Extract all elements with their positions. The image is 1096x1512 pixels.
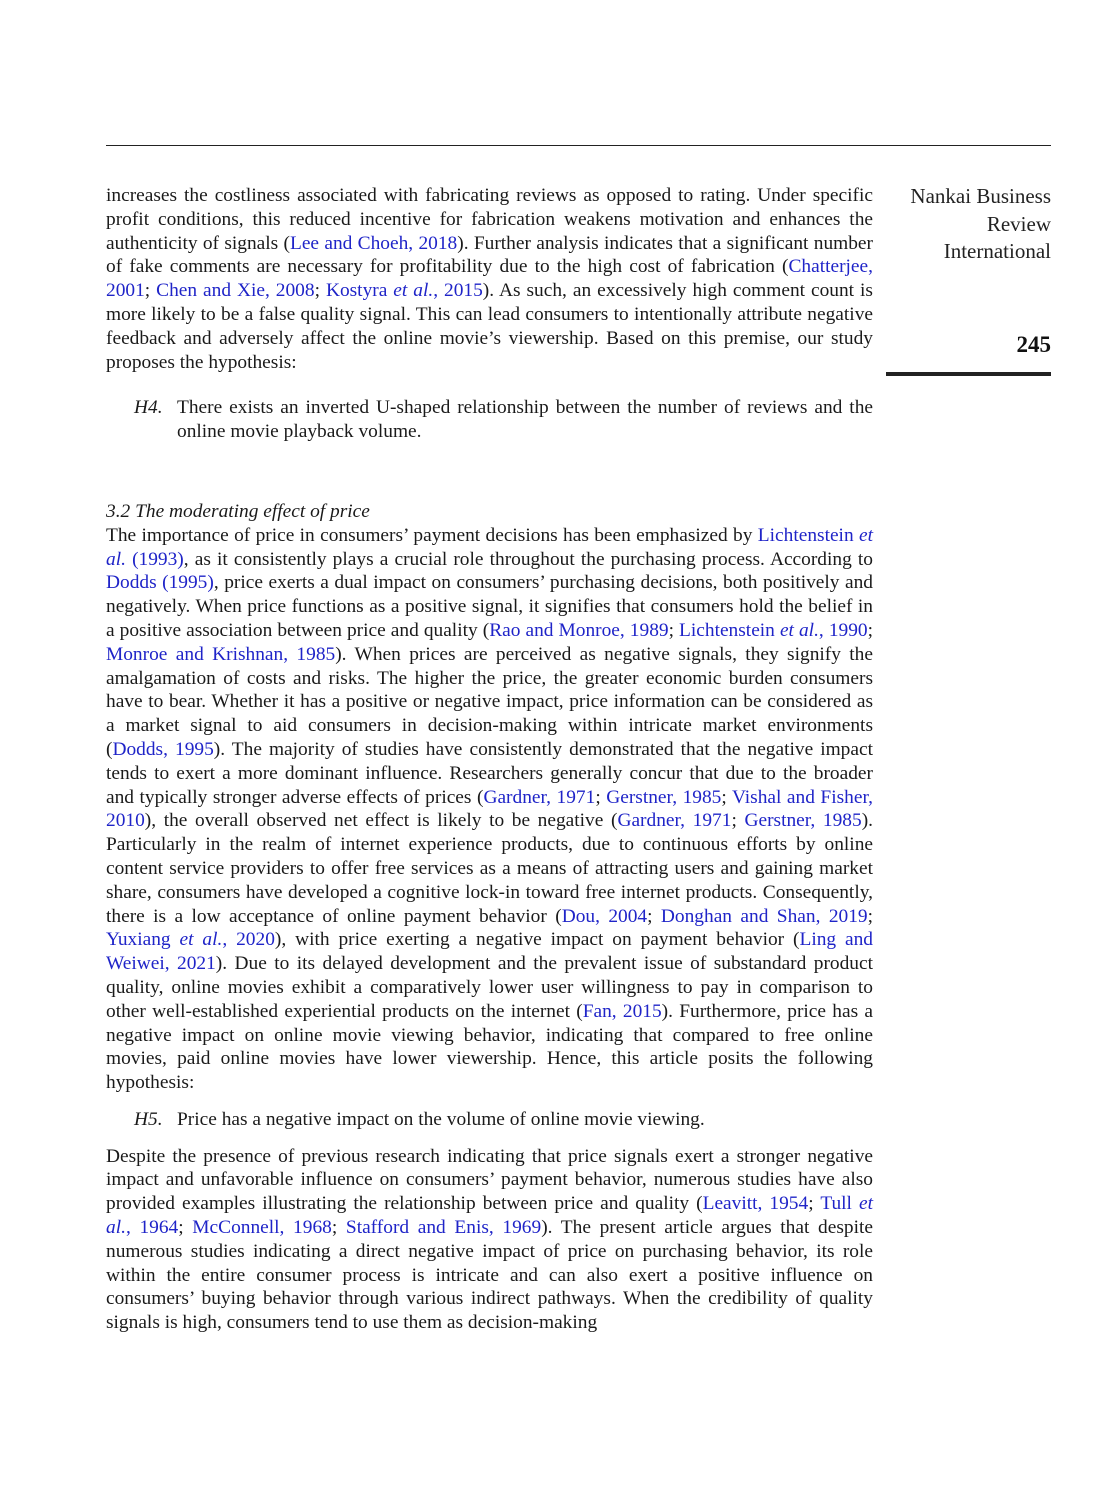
journal-title xyxy=(851,183,1051,266)
hypothesis-text: There exists an inverted U-shaped relationship between the number of reviews and the online movie playback volume. xyxy=(177,397,873,443)
hypothesis-h4 xyxy=(106,396,873,444)
citation-link[interactable]: McConnell, 1968 xyxy=(192,1217,332,1239)
citation-link[interactable]: Gardner, 1971 xyxy=(617,810,732,832)
main-text xyxy=(106,184,873,1335)
citation-link[interactable]: Tull et al., 1964 xyxy=(106,1193,874,1239)
paragraph: increases the costliness associated with fabricating reviews as opposed to rating. Under specific profit conditions, this reduced incentive for fabrication weakens motivation and enhances the authenticity of signals (Lee and Choeh, 2018). Further analysis indicates that a significant number of fake comments are necessary for profitability due to the high cost of fabrication (Chatterjee, 2001; Chen and Xie, 2008; Kostyra et al., 2015). As such, an excessively high comment count is more likely to be a false quality signal. This can lead consumers to intentionally attribute negative feedback and adversely affect the online movie’s viewership. Based on this premise, our study proposes the hypothesis: xyxy=(106,185,873,373)
paragraph: Despite the presence of previous research indicating that price signals exert a stronger negative impact and unfavorable influence on consumers’ payment behavior, numerous studies have also provided examples illustrating the relationship between price and quality (Leavitt, 1954; Tull et al., 1964; McConnell, 1968; Stafford and Enis, 1969). The present article argues that despite numerous studies indicating a direct negative impact of price on purchasing behavior, its role within the entire consumer process is intricate and can also exert a positive influence on consumers’ buying behavior through various indirect pathways. When the credibility of quality signals is high, consumers tend to use them as decision-making xyxy=(106,1145,874,1334)
section-heading: 3.2 The moderating effect of price xyxy=(106,500,370,522)
hypothesis-label: H5. xyxy=(134,1108,163,1130)
citation-link[interactable]: Chatterjee, 2001 xyxy=(106,256,873,302)
citation-link[interactable]: Monroe and Krishnan, 1985 xyxy=(106,643,336,665)
citation-link[interactable]: Ling and Weiwei, 2021 xyxy=(106,929,873,975)
citation-link[interactable]: Fan, 2015 xyxy=(582,1000,662,1022)
page-number: 245 xyxy=(1016,332,1051,357)
citation-link[interactable]: Vishal and Fisher, 2010 xyxy=(106,786,873,832)
citation-link[interactable]: Gerstner, 1985 xyxy=(606,786,722,808)
citation-link[interactable]: Gerstner, 1985 xyxy=(744,810,862,832)
citation-link[interactable]: Stafford and Enis, 1969 xyxy=(345,1217,542,1239)
citation-link[interactable]: Dodds, 1995 xyxy=(112,738,214,760)
citation-link[interactable]: Chen and Xie, 2008 xyxy=(156,280,315,302)
hypothesis-h5 xyxy=(106,1108,873,1132)
journal-title-line: Nankai Business xyxy=(910,184,1051,208)
hypothesis-text: Price has a negative impact on the volume of online movie viewing. xyxy=(177,1108,705,1130)
header-rule xyxy=(106,145,1051,146)
page-number-rule xyxy=(886,372,1051,376)
citation-link[interactable]: Kostyra et al., 2015 xyxy=(325,280,483,302)
citation-link[interactable]: Gardner, 1971 xyxy=(483,786,596,808)
citation-link[interactable]: Lee and Choeh, 2018 xyxy=(289,232,458,254)
hypothesis-label: H4. xyxy=(134,397,163,419)
citation-link[interactable]: Lichtenstein et al., 1990 xyxy=(679,619,868,641)
citation-link[interactable]: Yuxiang et al., 2020 xyxy=(106,929,275,951)
journal-title-line: International xyxy=(943,239,1051,263)
citation-link[interactable]: Donghan and Shan, 2019 xyxy=(660,905,868,927)
citation-link[interactable]: Rao and Monroe, 1989 xyxy=(489,619,669,641)
paragraph: The importance of price in consumers’ payment decisions has been emphasized by Lichtenstein et al. (1993), as it consistently plays a crucial role throughout the purchasing process. According to Dodds (1995), price exerts a dual impact on consumers’ purchasing decisions, both positively and negatively. When price functions as a positive signal, it signifies that consumers hold the belief in a positive association between price and quality (Rao and Monroe, 1989; Lichtenstein et al., 1990; Monroe and Krishnan, 1985). When prices are perceived as negative signals, they signify the amalgamation of costs and risks. The higher the price, the greater economic burden consumers have to bear. Whether it has a positive or negative impact, price information can be considered as a market signal to aid consumers in decision-making within intricate market environments (Dodds, 1995). The majority of studies have consistently demonstrated that the negative impact tends to exert a more dominant influence. Researchers generally concur that due to the broader and typically stronger adverse effects of prices (Gardner, 1971; Gerstner, 1985; Vishal and Fisher, 2010), the overall observed net effect is likely to be negative (Gardner, 1971; Gerstner, 1985). Particularly in the realm of internet experience products, due to continuous efforts by online content service providers to offer free services as a means of attracting users and gaining market share, consumers have developed a cognitive lock-in toward free internet products. Consequently, there is a low acceptance of online payment behavior (Dou, 2004; Donghan and Shan, 2019; Yuxiang et al., 2020), with price exerting a negative impact on payment behavior (Ling and Weiwei, 2021). Due to its delayed development and the prevalent issue of substandard product quality, online movies exhibit a comparatively lower user willingness to pay in comparison to other well-established experiential products on the internet (Fan, 2015). Furthermore, price has a negative impact on online movie viewing behavior, indicating that compared to free online movies, paid online movies have lower viewership. Hence, this article posits the following hypothesis: xyxy=(106,524,873,1094)
citation-link[interactable]: Dou, 2004 xyxy=(561,905,648,927)
citation-link[interactable]: Leavitt, 1954 xyxy=(702,1193,809,1215)
citation-link[interactable]: Lichtenstein et al. (1993) xyxy=(106,524,873,570)
journal-title-line: Review xyxy=(986,211,1051,236)
citation-link[interactable]: Dodds (1995) xyxy=(106,572,214,594)
